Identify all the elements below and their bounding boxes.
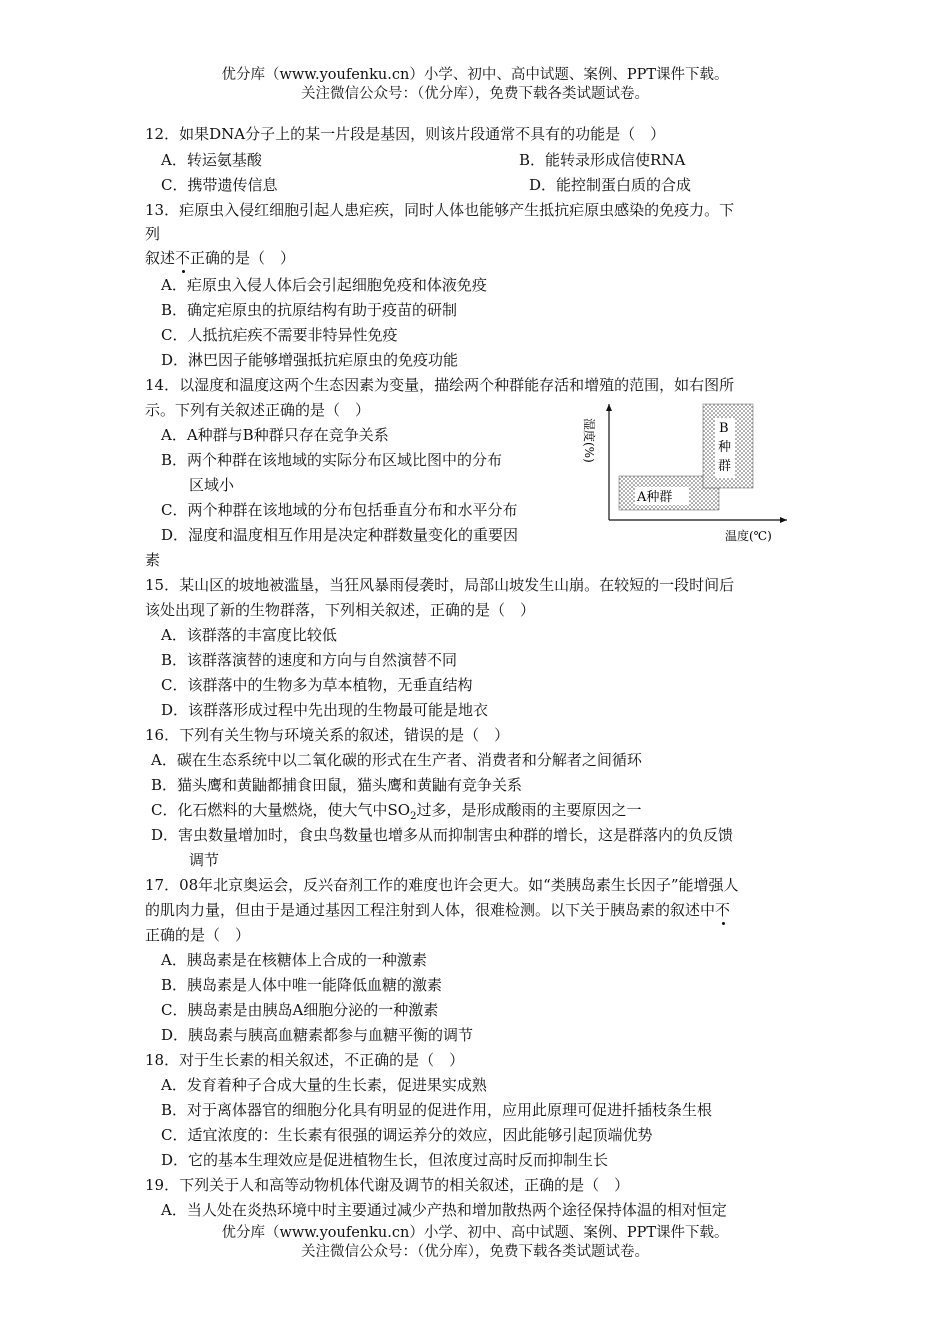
x-axis-arrow (780, 517, 787, 523)
q16-stem: 16．下列有关生物与环境关系的叙述，错误的是（ ） (145, 726, 510, 744)
q13-stem-line1: 13．疟原虫入侵红细胞引起人患疟疾，同时人体也能够产生抵抗疟原虫感染的免疫力。下 (145, 201, 735, 219)
q12-option-c: C．携带遗传信息 (161, 176, 278, 194)
q15-option-a: A．该群落的丰富度比较低 (161, 626, 337, 644)
q17-stem-text: 的肌肉力量，但由于是通过基因工程注射到人体，很难检测。以下关于胰岛素的叙述中 (145, 901, 716, 919)
q13-stem-text-a: 叙述 (145, 249, 176, 267)
footer-line-1: 优分库（www.youfenku.cn）小学、初中、高中试题、案例、PPT课件下载。 (221, 1225, 729, 1241)
q13-option-d: D．淋巴因子能够增强抵抗疟原虫的免疫功能 (161, 351, 459, 369)
q15-stem-line1: 15．某山区的坡地被滥垦，当狂风暴雨侵袭时，局部山坡发生山崩。在较短的一段时间后 (145, 576, 735, 594)
q14-option-d-line1: D．湿度和温度相互作用是决定种群数量变化的重要因 (161, 526, 519, 544)
header-line-1: 优分库（www.youfenku.cn）小学、初中、高中试题、案例、PPT课件下载。 (221, 67, 729, 83)
q18-stem: 18．对于生长素的相关叙述，不正确的是（ ） (145, 1051, 465, 1069)
population-b-label-3: 群 (718, 459, 732, 474)
q18-option-d: D．它的基本生理效应是促进植物生长，但浓度过高时反而抑制生长 (161, 1151, 609, 1169)
q15-option-b: B．该群落演替的速度和方向与自然演替不同 (161, 651, 458, 669)
q15-option-c: C．该群落中的生物多为草本植物，无垂直结构 (161, 676, 473, 694)
q12-option-a: A．转运氨基酸 (161, 151, 262, 169)
population-b-label-2: 种 (718, 440, 732, 455)
y-axis-arrow (606, 404, 612, 411)
q14-stem-line2: 示。下列有关叙述正确的是（ ） (145, 401, 371, 419)
q14-figure (575, 398, 795, 548)
q13-stem-line2: 列 (145, 225, 161, 243)
q16-option-c-post: 过多，是形成酸雨的主要原因之一 (416, 801, 642, 819)
q18-option-b: B．对于离体器官的细胞分化具有明显的促进作用，应用此原理可促进扦插枝条生根 (161, 1101, 713, 1119)
q13-emphasis-not: 不 (175, 249, 191, 267)
q19-stem: 19．下列关于人和高等动物机体代谢及调节的相关叙述，正确的是（ ） (145, 1176, 630, 1194)
q17-option-d: D．胰岛素与胰高血糖素都参与血糖平衡的调节 (161, 1026, 474, 1044)
q14-option-b-line1: B．两个种群在该地域的实际分布区域比图中的分布 (161, 451, 503, 469)
q17-stem-line1: 17．08年北京奥运会，反兴奋剂工作的难度也许会更大。如“类胰岛素生长因子”能增强人 (145, 876, 739, 894)
q13-option-c: C．人抵抗疟疾不需要非特异性免疫 (161, 326, 398, 344)
q16-option-c-pre: C．化石燃料的大量燃烧，使大气中SO (151, 801, 411, 819)
q12-stem: 12．如果DNA分子上的某一片段是基因，则该片段通常不具有的功能是（ ） (145, 125, 666, 143)
y-axis-label: 湿度(%) (582, 418, 596, 463)
q14-option-c: C．两个种群在该地域的分布包括垂直分布和水平分布 (161, 501, 518, 519)
q18-option-c: C．适宜浓度的：生长素有很强的调运养分的效应，因此能够引起顶端优势 (161, 1126, 653, 1144)
q14-stem-line1: 14．以湿度和温度这两个生态因素为变量，描绘两个种群能存活和增殖的范围，如右图所 (145, 376, 735, 394)
population-a-label: A种群 (637, 490, 673, 505)
header-line-2: 关注微信公众号：（优分库），免费下载各类试题试卷。 (301, 86, 649, 102)
q15-option-d: D．该群落形成过程中先出现的生物最可能是地衣 (161, 701, 489, 719)
q13-option-b: B．确定疟原虫的抗原结构有助于疫苗的研制 (161, 301, 458, 319)
q15-stem-line2: 该处出现了新的生物群落，下列相关叙述，正确的是（ ） (145, 601, 536, 619)
q14-option-b-line2: 区域小 (189, 476, 235, 494)
x-axis-label: 温度(℃) (725, 529, 772, 543)
page-footer (0, 1224, 950, 1262)
q13-stem-line3 (145, 248, 295, 268)
population-b-label-1: B (719, 421, 729, 436)
q13-stem-text-c: 正确的是（ ） (190, 249, 296, 267)
q14-option-d-line2: 素 (145, 551, 161, 569)
q17-emphasis-not: 不 (715, 901, 731, 919)
q16-option-c-sub: 2 (410, 811, 417, 822)
q17-stem-line2 (145, 900, 730, 920)
q14-option-a: A．A种群与B种群只存在竞争关系 (161, 426, 389, 444)
q18-option-a: A．发育着种子合成大量的生长素，促进果实成熟 (161, 1076, 487, 1094)
q16-option-b: B．猫头鹰和黄鼬都捕食田鼠，猫头鹰和黄鼬有竞争关系 (151, 776, 523, 794)
footer-line-2: 关注微信公众号：（优分库），免费下载各类试题试卷。 (301, 1244, 649, 1260)
q16-option-a: A．碳在生态系统中以二氧化碳的形式在生产者、消费者和分解者之间循环 (151, 751, 642, 769)
q16-option-c (151, 800, 641, 827)
q17-option-a: A．胰岛素是在核糖体上合成的一种激素 (161, 951, 427, 969)
q17-option-c: C．胰岛素是由胰岛A细胞分泌的一种激素 (161, 1001, 439, 1019)
q12-option-d: D．能控制蛋白质的合成 (529, 176, 692, 194)
q16-option-d-line1: D．害虫数量增加时，食虫鸟数量也增多从而抑制害虫种群的增长，这是群落内的负反馈 (151, 826, 734, 844)
q17-option-b: B．胰岛素是人体中唯一能降低血糖的激素 (161, 976, 443, 994)
q13-option-a: A．疟原虫入侵人体后会引起细胞免疫和体液免疫 (161, 276, 487, 294)
q16-option-d-line2: 调节 (189, 851, 220, 869)
q19-option-a: A．当人处在炎热环境中时主要通过减少产热和增加散热两个途径保持体温的相对恒定 (161, 1201, 727, 1219)
page-header (0, 66, 950, 104)
q12-option-b: B．能转录形成信使RNA (519, 151, 686, 169)
q17-stem-line3: 正确的是（ ） (145, 926, 251, 944)
